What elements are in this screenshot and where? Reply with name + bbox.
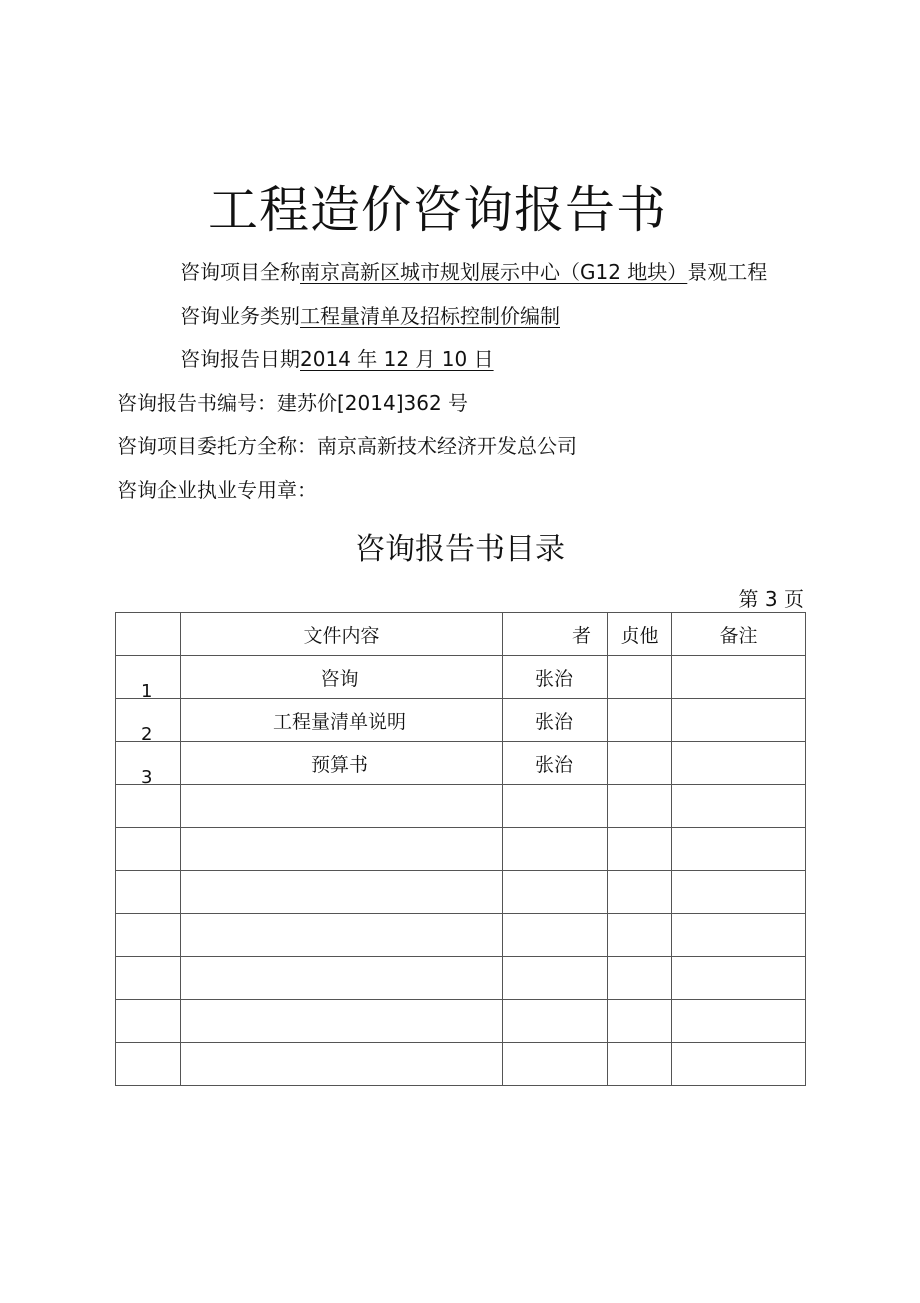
row-author: 张治 [503, 742, 608, 785]
report-date-value: 2014 年 12 月 10 日 [300, 347, 494, 371]
report-number-value: 建苏价[2014]362 号 [277, 391, 469, 415]
row-author [503, 871, 608, 914]
row-note [672, 957, 806, 1000]
row-pages [608, 1000, 672, 1043]
row-content [181, 871, 503, 914]
row-content [181, 914, 503, 957]
project-name-line [180, 258, 767, 286]
project-name-label: 咨询项目全称 [180, 260, 300, 284]
table-row [116, 742, 806, 785]
row-number [116, 699, 181, 745]
row-content [181, 1043, 503, 1086]
report-number-line [117, 389, 468, 417]
row-content: 预算书 [181, 742, 503, 785]
report-date-label: 咨询报告日期 [180, 347, 300, 371]
row-number [116, 828, 181, 871]
table-row [116, 871, 806, 914]
table-row [116, 914, 806, 957]
header-note: 备注 [672, 613, 806, 656]
row-number-text: 1 [141, 681, 153, 702]
header-author: 者 [503, 613, 608, 656]
report-date-line [180, 345, 494, 373]
row-content: 工程量清单说明 [181, 699, 503, 742]
row-note [672, 828, 806, 871]
row-author [503, 957, 608, 1000]
row-number [116, 742, 181, 788]
row-number [116, 914, 181, 957]
row-number-text: 3 [141, 767, 153, 788]
row-content [181, 785, 503, 828]
service-type-label: 咨询业务类别 [180, 304, 300, 328]
row-note [672, 914, 806, 957]
header-pages: 贞他 [608, 613, 672, 656]
table-row [116, 957, 806, 1000]
row-content [181, 1000, 503, 1043]
row-pages [608, 871, 672, 914]
row-number [116, 656, 181, 702]
document-title: 工程造价咨询报告书 [208, 181, 667, 239]
row-number [116, 1043, 181, 1086]
row-author [503, 1043, 608, 1086]
row-number [116, 957, 181, 1000]
service-type-line [180, 302, 560, 330]
row-pages [608, 656, 672, 699]
row-author: 张治 [503, 656, 608, 699]
page-number: 第 3 页 [738, 587, 804, 611]
row-note [672, 742, 806, 785]
table-row [116, 699, 806, 742]
header-number [116, 613, 181, 656]
project-name-suffix: 景观工程 [687, 260, 768, 284]
table-row [116, 1000, 806, 1043]
row-number-text: 2 [141, 724, 153, 745]
row-content: 咨询 [181, 656, 503, 699]
row-note [672, 785, 806, 828]
row-content [181, 957, 503, 1000]
row-pages [608, 699, 672, 742]
row-author [503, 914, 608, 957]
row-author [503, 1000, 608, 1043]
row-author [503, 785, 608, 828]
client-label: 咨询项目委托方全称： [117, 434, 317, 458]
row-pages [608, 957, 672, 1000]
row-number [116, 1000, 181, 1043]
row-pages [608, 914, 672, 957]
client-line [117, 432, 577, 460]
project-name-value: 南京高新区城市规划展示中心（G12 地块） [300, 260, 688, 284]
row-note [672, 1043, 806, 1086]
row-number [116, 871, 181, 914]
row-pages [608, 828, 672, 871]
table-row [116, 785, 806, 828]
toc-title: 咨询报告书目录 [355, 532, 565, 567]
service-type-value: 工程量清单及招标控制价编制 [300, 304, 560, 328]
row-note [672, 871, 806, 914]
seal-label: 咨询企业执业专用章： [117, 478, 317, 502]
client-value: 南京高新技术经济开发总公司 [317, 434, 577, 458]
table-row [116, 656, 806, 699]
row-content [181, 828, 503, 871]
header-content: 文件内容 [181, 613, 503, 656]
row-pages [608, 742, 672, 785]
row-note [672, 1000, 806, 1043]
seal-line [117, 476, 317, 504]
table-row [116, 1043, 806, 1086]
row-pages [608, 1043, 672, 1086]
table-row [116, 828, 806, 871]
toc-table [115, 612, 806, 1086]
row-author [503, 828, 608, 871]
toc-header-row [116, 613, 806, 656]
report-number-label: 咨询报告书编号： [117, 391, 277, 415]
row-note [672, 656, 806, 699]
row-number [116, 785, 181, 828]
row-note [672, 699, 806, 742]
row-author: 张治 [503, 699, 608, 742]
row-pages [608, 785, 672, 828]
